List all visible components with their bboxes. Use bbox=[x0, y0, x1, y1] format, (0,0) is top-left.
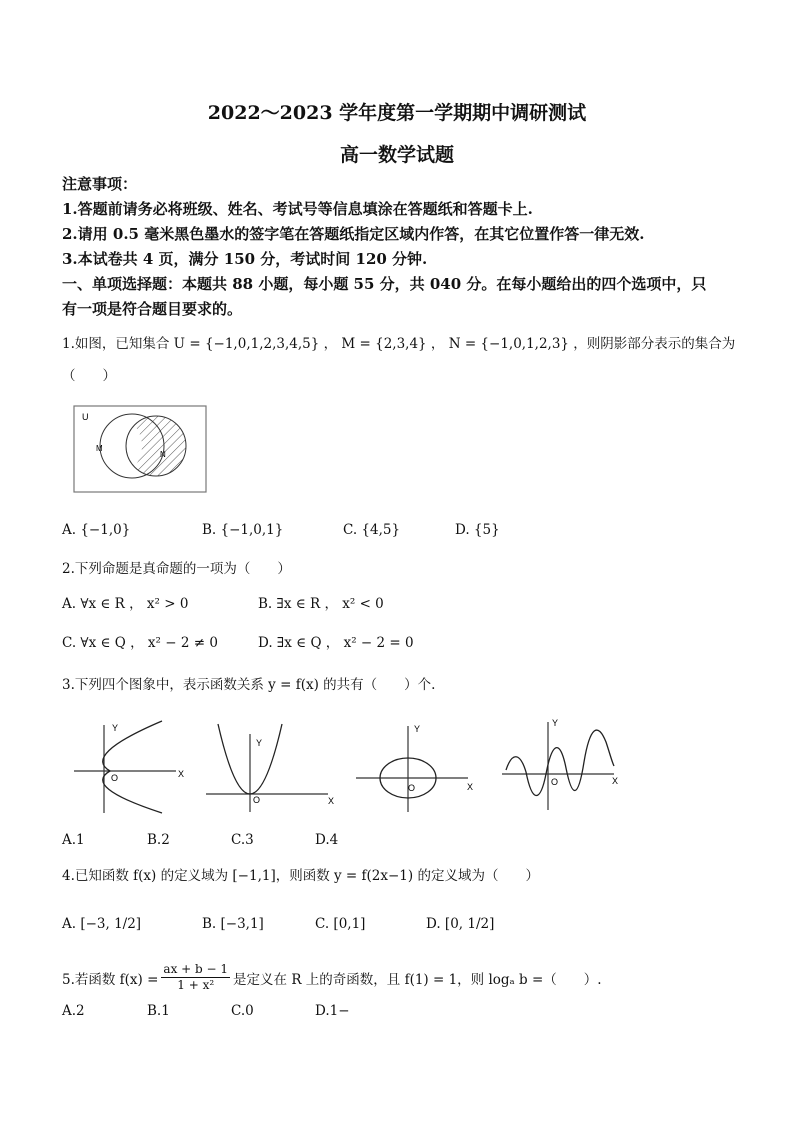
svg-text:X: X bbox=[467, 782, 474, 792]
graph-2 bbox=[202, 718, 342, 814]
section-heading-line2: 有一项是符合题目要求的。 bbox=[62, 300, 243, 318]
note-item-1: 1.答题前请务必将班级、姓名、考试号等信息填涂在答题纸和答题卡上. bbox=[62, 200, 533, 218]
svg-text:X: X bbox=[328, 796, 335, 806]
svg-text:O: O bbox=[111, 773, 119, 783]
svg-text:X: X bbox=[178, 769, 185, 779]
q5-option-a: A.2 bbox=[62, 1003, 85, 1019]
label-n: N bbox=[160, 450, 166, 459]
note-item-2: 2.请用 0.5 毫米黑色墨水的签字笔在答题纸指定区域内作答，在其它位置作答一律无效. bbox=[62, 225, 645, 243]
label-m: M bbox=[96, 444, 103, 453]
q5-option-d: D.1− bbox=[315, 1003, 350, 1019]
q5-fraction bbox=[161, 962, 230, 993]
q2-option-d: D. ∃x ∈ Q ， x² − 2 = 0 bbox=[258, 635, 414, 651]
note-item-3: 3.本试卷共 4 页，满分 150 分，考试时间 120 分钟. bbox=[62, 250, 428, 268]
venn-diagram bbox=[70, 402, 210, 494]
q5-option-c: C.0 bbox=[231, 1003, 254, 1019]
svg-text:O: O bbox=[551, 777, 559, 787]
svg-text:O: O bbox=[253, 795, 261, 805]
svg-text:Y: Y bbox=[112, 723, 119, 733]
q3-option-b: B.2 bbox=[147, 832, 170, 848]
q4-option-d: D. [0, 1/2] bbox=[426, 916, 495, 932]
q5-stem-pre: 5.若函数 f(x) = bbox=[62, 971, 159, 988]
graph-1 bbox=[70, 715, 190, 815]
q4-option-b: B. [−3,1] bbox=[202, 916, 264, 932]
question-1-stem: 1.如图，已知集合 U = {−1,0,1,2,3,4,5} ， M = {2,3,4} ， N = {−1,0,1,2,3} ，则阴影部分表示的集合为 bbox=[62, 336, 736, 352]
svg-text:O: O bbox=[408, 783, 416, 793]
q2-option-a: A. ∀x ∈ R ， x² > 0 bbox=[62, 596, 189, 612]
graph-3 bbox=[352, 718, 482, 814]
q5-fraction-denominator: 1 + x² bbox=[177, 978, 215, 992]
question-3-stem: 3.下列四个图象中，表示函数关系 y = f(x) 的共有（ ）个. bbox=[62, 677, 436, 693]
graph-4 bbox=[500, 712, 630, 812]
q3-option-a: A.1 bbox=[62, 832, 85, 848]
page-title: 2022～2023 学年度第一学期期中调研测试 bbox=[207, 102, 587, 124]
svg-text:Y: Y bbox=[414, 724, 421, 734]
notes-heading: 注意事项： bbox=[62, 175, 138, 193]
q1-option-b: B. {−1,0,1} bbox=[202, 522, 284, 538]
question-1-stem-cont: （ ） bbox=[62, 368, 116, 384]
q1-option-d: D. {5} bbox=[455, 522, 500, 538]
q1-option-a: A. {−1,0} bbox=[62, 522, 131, 538]
question-4-stem: 4.已知函数 f(x) 的定义域为 [−1,1]，则函数 y = f(2x−1) 的定义域为（ ） bbox=[62, 868, 539, 884]
question-2-stem: 2.下列命题是真命题的一项为（ ） bbox=[62, 561, 291, 577]
q5-fraction-numerator: ax + b − 1 bbox=[163, 962, 229, 976]
section-heading-line1: 一、单项选择题：本题共 88 小题，每小题 55 分，共 040 分。在每小题给出的四个选项中，只 bbox=[62, 275, 707, 293]
q3-option-c: C.3 bbox=[231, 832, 254, 848]
svg-text:Y: Y bbox=[552, 718, 559, 728]
label-u: U bbox=[82, 412, 89, 422]
q1-option-c: C. {4,5} bbox=[343, 522, 401, 538]
q4-option-a: A. [−3, 1/2] bbox=[62, 916, 142, 932]
q2-option-b: B. ∃x ∈ R ， x² < 0 bbox=[258, 596, 384, 612]
q5-option-b: B.1 bbox=[147, 1003, 170, 1019]
q3-option-d: D.4 bbox=[315, 832, 339, 848]
page-subtitle: 高一数学试题 bbox=[339, 144, 454, 166]
q4-option-c: C. [0,1] bbox=[315, 916, 366, 932]
q5-stem-post: 是定义在 R 上的奇函数，且 f(1) = 1，则 logₐ b =（ ）. bbox=[233, 971, 602, 988]
q2-option-c: C. ∀x ∈ Q ， x² − 2 ≠ 0 bbox=[62, 635, 218, 651]
svg-text:Y: Y bbox=[256, 738, 263, 748]
svg-text:X: X bbox=[612, 776, 619, 786]
question-5-stem bbox=[62, 962, 602, 993]
